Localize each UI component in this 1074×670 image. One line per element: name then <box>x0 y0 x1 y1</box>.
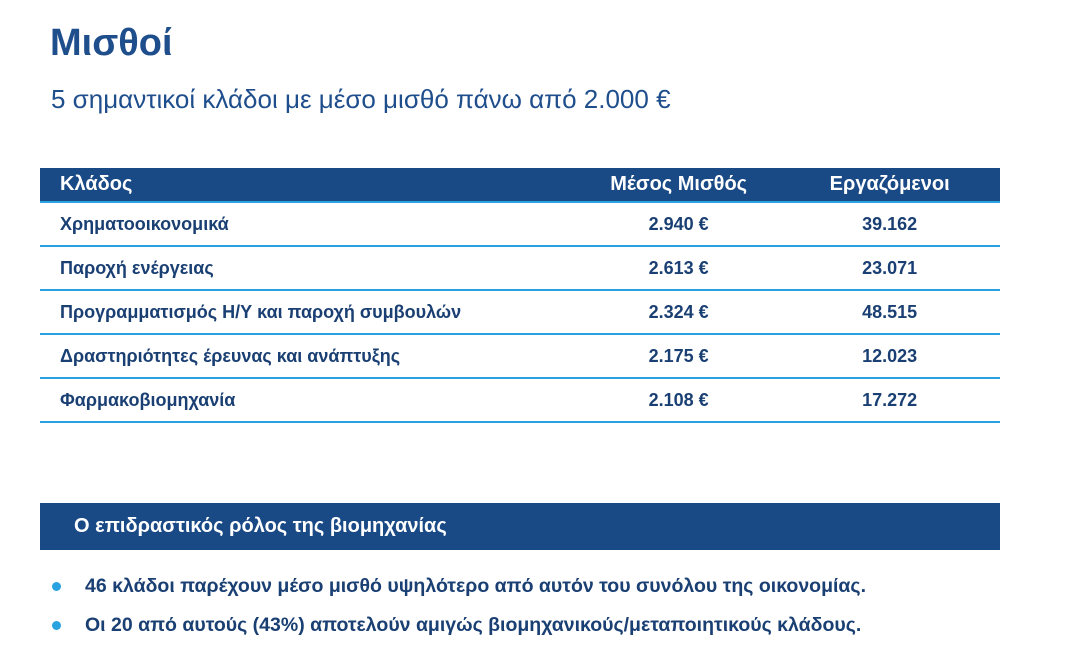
page-title: Μισθοί <box>50 22 173 64</box>
cell-average-salary: 2.324 € <box>648 301 709 322</box>
table-row <box>40 335 1000 379</box>
list-item <box>52 609 866 642</box>
table-row <box>40 379 1000 423</box>
cell-employees: 17.272 <box>862 389 918 410</box>
cell-average-salary: 2.940 € <box>648 213 709 234</box>
bullet-text: Οι 20 από αυτούς (43%) αποτελούν αμιγώς βιομηχανικούς/μεταποιητικούς κλάδους. <box>85 614 862 636</box>
header-sector: Κλάδος <box>60 173 133 195</box>
bullet-dot-icon <box>52 621 61 630</box>
cell-employees: 48.515 <box>862 301 918 322</box>
cell-employees: 23.071 <box>862 257 918 278</box>
bullet-list <box>52 570 866 648</box>
cell-sector: Χρηματοοικονομικά <box>60 213 229 234</box>
cell-sector: Παροχή ενέργειας <box>60 257 214 278</box>
cell-sector: Δραστηριότητες έρευνας και ανάπτυξης <box>60 345 401 366</box>
cell-sector: Προγραμματισμός Η/Υ και παροχή συμβουλών <box>60 301 462 322</box>
list-item <box>52 570 866 603</box>
header-employees: Εργαζόμενοι <box>829 173 950 195</box>
cell-average-salary: 2.175 € <box>648 345 709 366</box>
salary-table <box>40 168 1000 423</box>
cell-average-salary: 2.613 € <box>648 257 709 278</box>
table-row <box>40 247 1000 291</box>
table-row <box>40 203 1000 247</box>
bullet-dot-icon <box>52 582 61 591</box>
bullet-text: 46 κλάδοι παρέχουν μέσο μισθό υψηλότερο από αυτόν του συνόλου της οικονομίας. <box>85 575 866 597</box>
section-heading: Ο επιδραστικός ρόλος της βιομηχανίας <box>40 503 1000 550</box>
cell-average-salary: 2.108 € <box>648 389 709 410</box>
cell-employees: 12.023 <box>862 345 918 366</box>
table-row <box>40 291 1000 335</box>
page-subtitle: 5 σημαντικοί κλάδοι με μέσο μισθό πάνω από 2.000 € <box>51 84 671 114</box>
header-average-salary: Μέσος Μισθός <box>610 173 748 195</box>
cell-sector: Φαρμακοβιομηχανία <box>60 389 236 410</box>
table-header <box>40 168 1000 203</box>
cell-employees: 39.162 <box>862 213 918 234</box>
